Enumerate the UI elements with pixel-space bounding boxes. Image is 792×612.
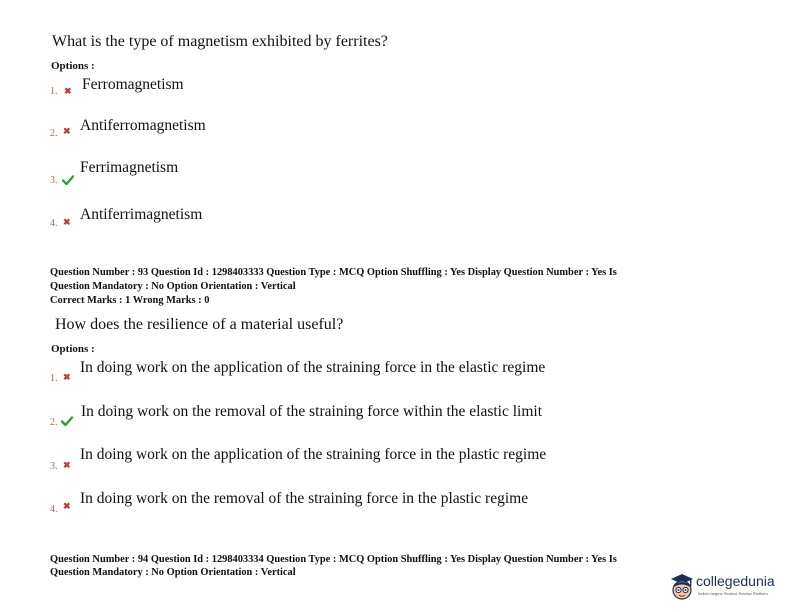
q93-meta-line-1: Question Number : 93 Question Id : 1298403333 Question Type : MCQ Option Shuffling : Yes Display Question Number : Yes Is [50,267,617,278]
q94-meta-line-2: Question Mandatory : No Option Orientation : Vertical [50,567,296,578]
option-text: Ferromagnetism [82,76,184,93]
cross-icon: ✖ [64,86,72,96]
option-text: In doing work on the application of the straining force in the plastic regime [80,446,547,463]
option-number: 3. [50,175,58,186]
mascot-icon [668,571,696,603]
check-icon [61,416,73,426]
option-number: 3. [50,461,58,472]
option-number: 2. [50,128,58,139]
cross-icon: ✖ [63,501,71,511]
option-text: Antiferromagnetism [80,117,206,134]
option-text: In doing work on the removal of the straining force in the plastic regime [80,490,529,507]
cross-icon: ✖ [63,126,71,136]
option-number: 4. [50,504,58,515]
option-number: 4. [50,218,58,229]
q93-meta-line-3: Correct Marks : 1 Wrong Marks : 0 [50,295,210,306]
options-label-92: Options : [51,60,95,72]
option-text: In doing work on the application of the straining force in the elastic regime [80,359,546,376]
option-number: 2. [50,417,58,428]
cross-icon: ✖ [63,460,71,470]
cross-icon: ✖ [63,217,71,227]
option-number: 1. [50,86,58,97]
logo-name: collegedunia [696,573,775,589]
question-92-text: What is the type of magnetism exhibited by ferrites? [52,33,388,50]
options-label-93: Options : [51,343,95,355]
logo-tagline: India's largest Student Review Platform [698,591,768,596]
option-text: Antiferrimagnetism [80,206,203,223]
q93-meta-line-2: Question Mandatory : No Option Orientation : Vertical [50,281,296,292]
collegedunia-logo [666,568,790,608]
option-text: In doing work on the removal of the straining force within the elastic limit [81,403,543,420]
question-93-text: How does the resilience of a material useful? [55,316,344,333]
cross-icon: ✖ [63,372,71,382]
option-number: 1. [50,373,58,384]
check-icon [62,175,74,185]
option-text: Ferrimagnetism [80,159,179,176]
q94-meta-line-1: Question Number : 94 Question Id : 1298403334 Question Type : MCQ Option Shuffling : Yes Display Question Number : Yes Is [50,554,617,565]
